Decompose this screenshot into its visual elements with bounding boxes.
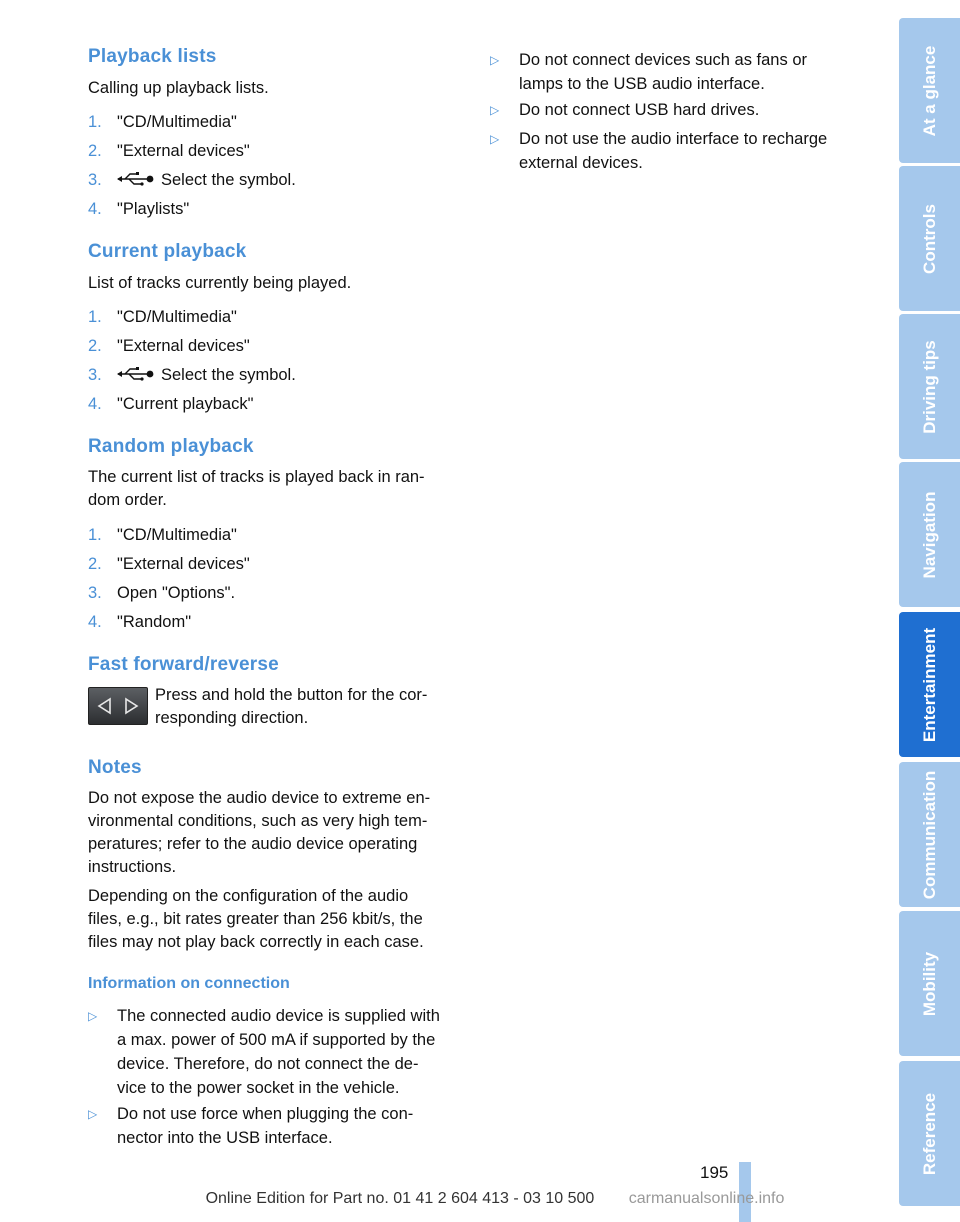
step-number: 1. <box>88 113 102 131</box>
watermark: carmanualsonline.info <box>628 1190 785 1207</box>
notes-para-line: files may not play back correctly in each case. <box>88 933 424 951</box>
tab-communication[interactable] <box>899 762 960 907</box>
tab-label: Driving tips <box>919 339 939 434</box>
triangle-bullet-icon: ▷ <box>88 1009 98 1023</box>
bullet-line: lamps to the USB audio interface. <box>519 75 765 93</box>
bullet-line: The connected audio device is supplied with <box>117 1007 440 1025</box>
tab-at-a-glance[interactable] <box>899 18 960 163</box>
random-playback-intro-line: The current list of tracks is played back in ran- <box>88 468 425 486</box>
step-text: "Random" <box>117 613 192 631</box>
step-text: "CD/Multimedia" <box>117 308 237 326</box>
bullet-text <box>519 98 759 122</box>
forward-arrow-icon <box>126 699 137 713</box>
heading-fast-forward: Fast forward/reverse <box>88 654 279 675</box>
chapter-tabs <box>899 0 960 1222</box>
triangle-bullet-icon: ▷ <box>490 132 500 146</box>
bullet-text <box>117 1004 440 1100</box>
tab-label: Navigation <box>919 491 939 578</box>
footer-text: Online Edition for Part no. 01 41 2 604 413 - 03 10 500 <box>205 1190 595 1207</box>
bullet-line: vice to the power socket in the vehicle. <box>117 1079 400 1097</box>
step-number: 2. <box>88 337 102 355</box>
bullet-line: Do not use the audio interface to recharge <box>519 130 828 148</box>
notes-para-line: instructions. <box>88 858 177 876</box>
triangle-bullet-icon: ▷ <box>88 1107 98 1121</box>
tab-label: Controls <box>919 203 939 274</box>
heading-random-playback: Random playback <box>88 436 254 457</box>
notes-para-line: Do not expose the audio device to extreme en- <box>88 789 431 807</box>
tab-label: At a glance <box>919 45 939 136</box>
step-text: "External devices" <box>117 142 250 160</box>
step-number: 4. <box>88 613 102 631</box>
bullet-line: nector into the USB interface. <box>117 1129 333 1147</box>
bullet-line: Do not connect devices such as fans or <box>519 51 807 69</box>
random-playback-intro-line: dom order. <box>88 491 167 509</box>
seek-button-image <box>88 687 148 725</box>
step-number: 2. <box>88 555 102 573</box>
tab-label: Reference <box>919 1092 939 1175</box>
step-text: "Playlists" <box>117 200 190 218</box>
tab-mobility[interactable] <box>899 911 960 1056</box>
step-number: 4. <box>88 200 102 218</box>
bullet-line: Do not connect USB hard drives. <box>519 101 760 119</box>
bullet-text <box>117 1102 413 1150</box>
tab-reference[interactable] <box>899 1061 960 1206</box>
fast-forward-text: Press and hold the button for the cor- <box>155 686 428 704</box>
tab-label: Communication <box>919 770 939 899</box>
heading-information-on-connection: Information on connection <box>88 975 290 992</box>
notes-para-line: peratures; refer to the audio device operating <box>88 835 418 853</box>
tab-entertainment[interactable] <box>899 612 960 757</box>
reverse-arrow-icon <box>99 699 110 713</box>
bullet-line: device. Therefore, do not connect the de- <box>117 1055 419 1073</box>
step-text: Select the symbol. <box>161 171 296 189</box>
step-number: 3. <box>88 171 102 189</box>
usb-icon <box>117 364 155 388</box>
step-text: "Current playback" <box>117 395 254 413</box>
step-text: "External devices" <box>117 337 250 355</box>
step-with-icon <box>117 168 296 193</box>
notes-para-line: Depending on the configuration of the audio <box>88 887 409 905</box>
heading-playback-lists: Playback lists <box>88 46 217 67</box>
heading-current-playback: Current playback <box>88 241 247 262</box>
step-number: 2. <box>88 142 102 160</box>
triangle-bullet-icon: ▷ <box>490 53 500 67</box>
tab-driving-tips[interactable] <box>899 314 960 459</box>
step-with-icon <box>117 363 296 388</box>
page-number: 195 <box>700 1163 729 1182</box>
step-number: 1. <box>88 526 102 544</box>
tab-navigation[interactable] <box>899 462 960 607</box>
step-text: "External devices" <box>117 555 250 573</box>
usb-icon <box>117 169 155 193</box>
step-text: Open "Options". <box>117 584 236 602</box>
step-text: "CD/Multimedia" <box>117 526 237 544</box>
triangle-bullet-icon: ▷ <box>490 103 500 117</box>
step-text: Select the symbol. <box>161 366 296 384</box>
tab-controls[interactable] <box>899 166 960 311</box>
bullet-line: Do not use force when plugging the con- <box>117 1105 414 1123</box>
notes-para-line: files, e.g., bit rates greater than 256 kbit/s, the <box>88 910 423 928</box>
step-text: "CD/Multimedia" <box>117 113 237 131</box>
step-number: 1. <box>88 308 102 326</box>
tab-label: Mobility <box>919 951 939 1016</box>
current-playback-intro: List of tracks currently being played. <box>88 274 352 292</box>
heading-notes: Notes <box>88 757 142 778</box>
step-number: 3. <box>88 366 102 384</box>
notes-para-line: vironmental conditions, such as very high tem- <box>88 812 428 830</box>
bullet-text <box>519 127 827 175</box>
bullet-line: external devices. <box>519 154 643 172</box>
step-number: 4. <box>88 395 102 413</box>
fast-forward-text: responding direction. <box>155 709 309 727</box>
step-number: 3. <box>88 584 102 602</box>
tab-label: Entertainment <box>919 627 939 742</box>
playback-lists-intro: Calling up playback lists. <box>88 79 269 97</box>
bullet-text <box>519 48 807 96</box>
bullet-line: a max. power of 500 mA if supported by the <box>117 1031 436 1049</box>
footer <box>0 1190 960 1208</box>
